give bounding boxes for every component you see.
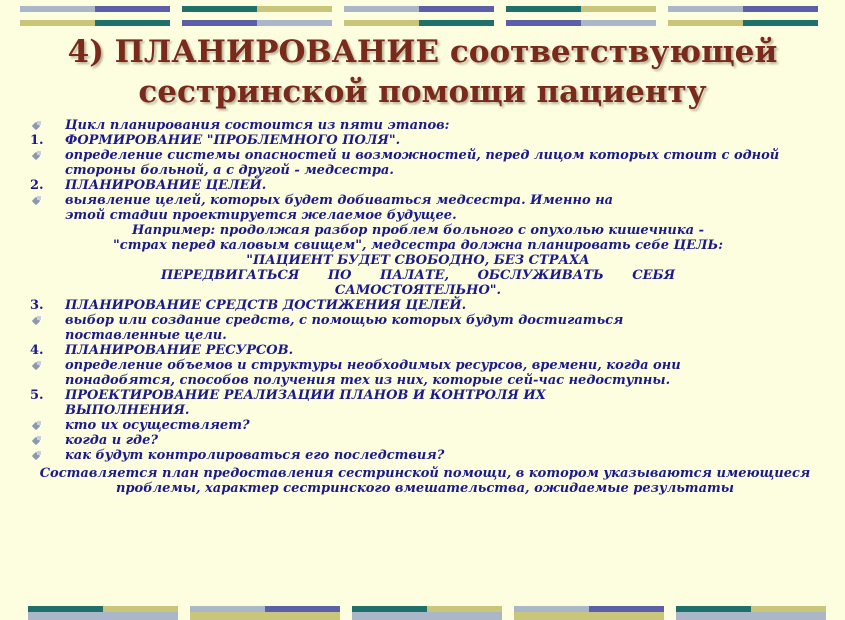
step-number: 2. xyxy=(30,178,44,193)
step-number: 1. xyxy=(30,133,44,148)
closing-paragraph: Составляется план предоставления сестринской помощи, в котором указываются имеющиеся проблемы, характер сестринского вмешательства, ожидаемые результаты xyxy=(39,466,811,496)
title-line-1: 4) ПЛАНИРОВАНИЕ соответствующей xyxy=(67,34,778,70)
example-line: "ПАЦИЕНТ БУДЕТ СВОБОДНО, БЕЗ СТРАХА xyxy=(246,253,590,268)
step-number: 4. xyxy=(30,343,44,358)
bullet-icon xyxy=(33,196,42,205)
list-item: как будут контролироваться его последствия? xyxy=(8,448,828,463)
band-block xyxy=(676,606,826,620)
example-block xyxy=(8,223,828,298)
list-item: 2. ПЛАНИРОВАНИЕ ЦЕЛЕЙ. xyxy=(30,178,267,193)
band-block xyxy=(506,6,656,26)
list-item: 5. ПРОЕКТИРОВАНИЕ РЕАЛИЗАЦИИ ПЛАНОВ И КОНТРОЛЯ ИХ ВЫПОЛНЕНИЯ. xyxy=(30,388,546,418)
list-item: выявление целей, которых будет добиваться медсестра. Именно на этой стадии проектируется желаемое будущее. xyxy=(8,193,828,223)
list-item: кто их осуществляет? xyxy=(8,418,828,433)
example-line: "страх перед каловым свищем", медсестра должна планировать себе ЦЕЛЬ: xyxy=(113,238,723,253)
list-item: определение объемов и структуры необходимых ресурсов, времени, когда они понадобятся, способов получения тех из них, которые сей-час недоступны. xyxy=(8,358,828,388)
bullet-icon xyxy=(33,361,42,370)
list-item: определение системы опасностей и возможностей, перед лицом которых стоит с одной стороны больной, а с другой - медсестра. xyxy=(8,148,828,178)
top-decorative-band xyxy=(0,6,845,26)
example-line: САМОСТОЯТЕЛЬНО". xyxy=(334,283,502,298)
step-number: 3. xyxy=(30,298,44,313)
band-block xyxy=(668,6,818,26)
band-block xyxy=(352,606,502,620)
band-block xyxy=(20,6,170,26)
bullet-icon xyxy=(33,451,42,460)
bullet-icon xyxy=(33,151,42,160)
step-number: 5. xyxy=(30,388,44,403)
example-line: Например: продолжая разбор проблем больного с опухолью кишечника - xyxy=(131,223,705,238)
bottom-decorative-band xyxy=(0,606,845,620)
list-item: 4. ПЛАНИРОВАНИЕ РЕСУРСОВ. xyxy=(30,343,294,358)
band-block xyxy=(344,6,494,26)
band-block xyxy=(514,606,664,620)
band-block xyxy=(190,606,340,620)
list-item: 1. ФОРМИРОВАНИЕ "ПРОБЛЕМНОГО ПОЛЯ". xyxy=(30,133,401,148)
bullet-icon xyxy=(33,436,42,445)
bullet-icon xyxy=(33,316,42,325)
list-item: выбор или создание средств, с помощью которых будут достигаться поставленные цели. xyxy=(8,313,828,343)
band-block xyxy=(28,606,178,620)
bullet-icon xyxy=(33,121,42,130)
list-item: Цикл планирования состоится из пяти этапов: xyxy=(8,118,828,133)
slide-title xyxy=(0,32,845,112)
list-item: когда и где? xyxy=(8,433,828,448)
slide-body xyxy=(8,118,828,496)
list-item: 3. ПЛАНИРОВАНИЕ СРЕДСТВ ДОСТИЖЕНИЯ ЦЕЛЕЙ. xyxy=(30,298,467,313)
bullet-icon xyxy=(33,421,42,430)
band-block xyxy=(182,6,332,26)
title-line-2: сестринской помощи пациенту xyxy=(138,74,707,110)
example-line: ПЕРЕДВИГАТЬСЯ ПО ПАЛАТЕ, ОБСЛУЖИВАТЬ СЕБЯ xyxy=(160,268,676,283)
